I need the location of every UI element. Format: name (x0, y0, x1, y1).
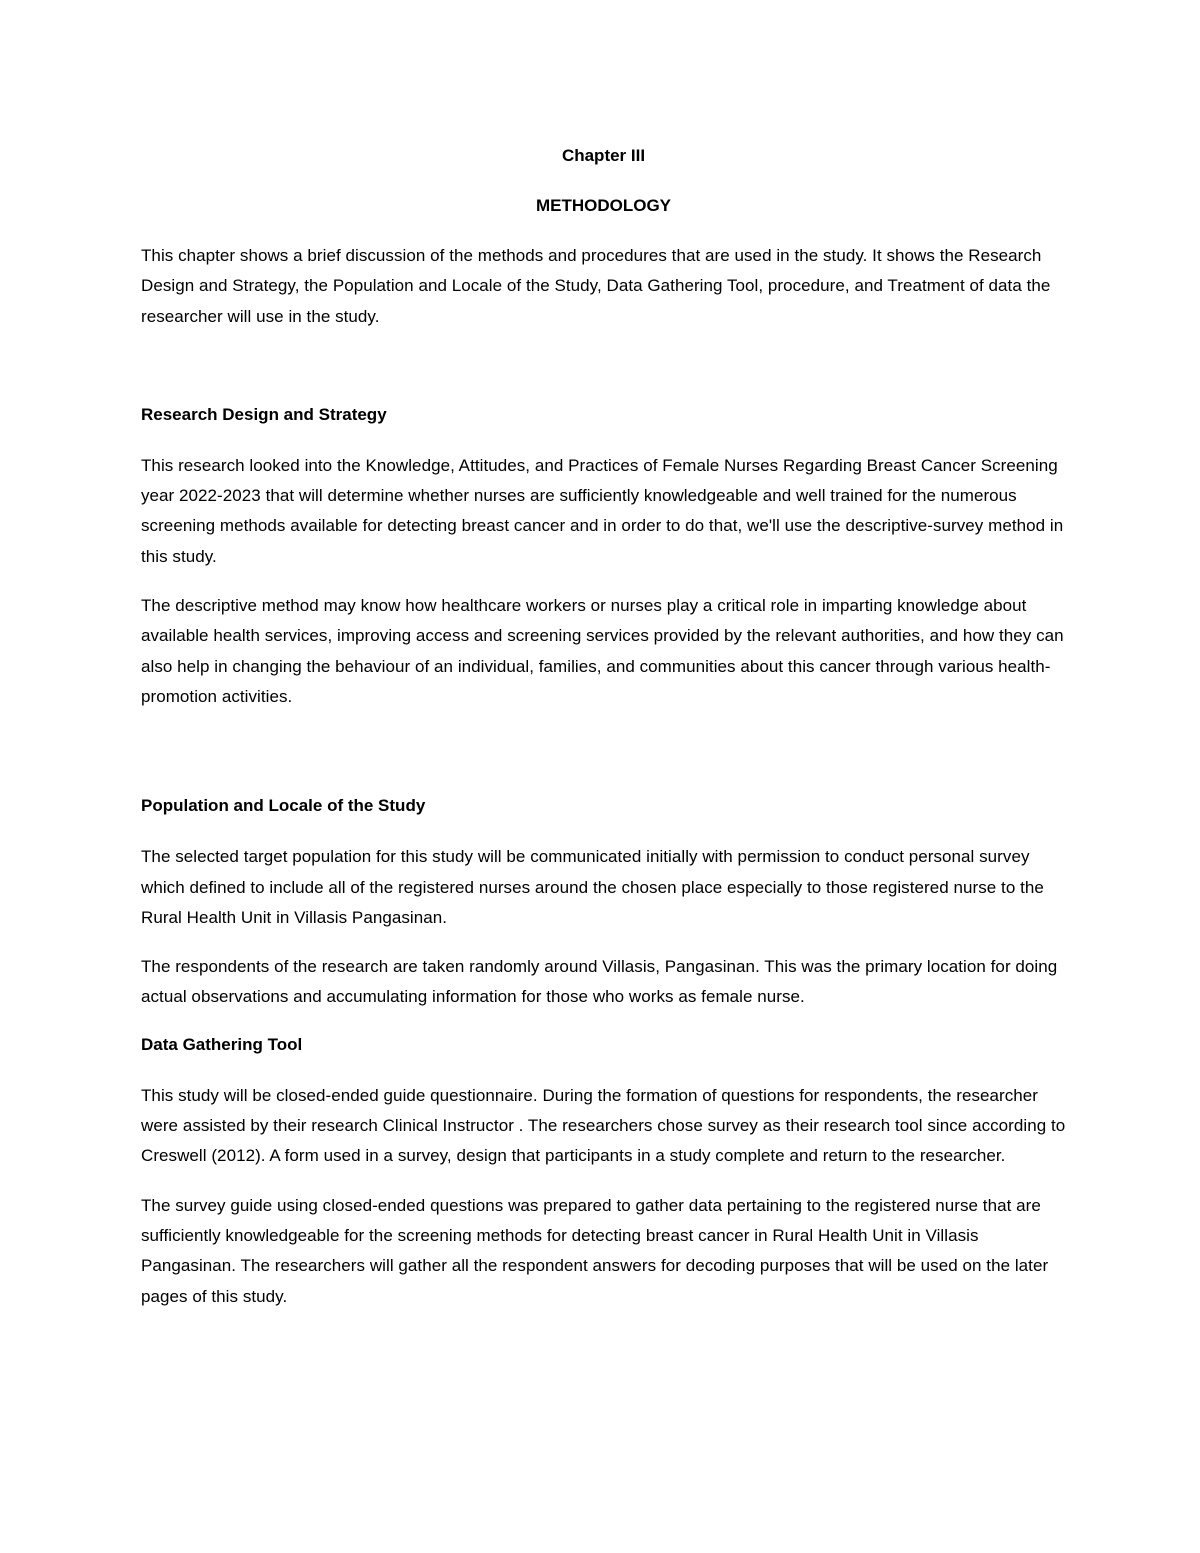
section-research-design (141, 402, 1066, 712)
intro-paragraph: This chapter shows a brief discussion of the methods and procedures that are used in the study. It shows the Research Design and Strategy, the Population and Locale of the Study, Data Gathering Tool, procedure, and Treatment of data the researcher will use in the study. (141, 246, 1051, 326)
body-paragraph: The selected target population for this study will be communicated initially with permission to conduct personal survey which defined to include all of the registered nurses around the chosen place especially to those registered nurse to the Rural Health Unit in Villasis Pangasinan. (141, 847, 1044, 927)
section-heading: Data Gathering Tool (141, 1034, 303, 1054)
body-paragraph: The survey guide using closed-ended questions was prepared to gather data pertaining to the registered nurse that are sufficiently knowledgeable for the screening methods for detecting breast cancer in Rural Health Unit in Villasis Pangasinan. The researchers will gather all the respondent answers for decoding purposes that will be used on the later pages of this study. (141, 1195, 1049, 1306)
section-spacer (141, 351, 1066, 402)
body-paragraph: This research looked into the Knowledge, Attitudes, and Practices of Female Nurses Regarding Breast Cancer Screening year 2022-2023 that will determine whether nurses are sufficiently knowledgeable and well trained for the numerous screening methods available for detecting breast cancer and in order to do that, we'll use the descriptive-survey method in this study. (141, 455, 1064, 566)
body-paragraph: The respondents of the research are taken randomly around Villasis, Pangasinan. This was the primary location for doing actual observations and accumulating information for those who works as female nurse. (141, 957, 1058, 1007)
section-heading: Population and Locale of the Study (141, 796, 426, 816)
chapter-title: METHODOLOGY (535, 196, 672, 215)
section-data-gathering-tool (141, 1032, 1066, 1312)
page-content (141, 143, 1066, 1331)
section-spacer (141, 731, 1066, 793)
body-paragraph: This study will be closed-ended guide questionnaire. During the formation of questions for respondents, the researcher were assisted by their research Clinical Instructor . The researchers chose survey as their research tool since according to Creswell (2012). A form used in a survey, design that participants in a study complete and return to the researcher. (141, 1085, 1066, 1166)
body-paragraph: The descriptive method may know how healthcare workers or nurses play a critical role in imparting knowledge about available health services, improving access and screening services provided by the relevant authorities, and how they can also help in changing the behaviour of an individual, families, and communities about this cancer through various health-promotion activities. (141, 596, 1064, 706)
chapter-label: Chapter III (561, 146, 646, 165)
section-heading: Research Design and Strategy (141, 404, 387, 424)
section-population-locale (141, 793, 1066, 1012)
